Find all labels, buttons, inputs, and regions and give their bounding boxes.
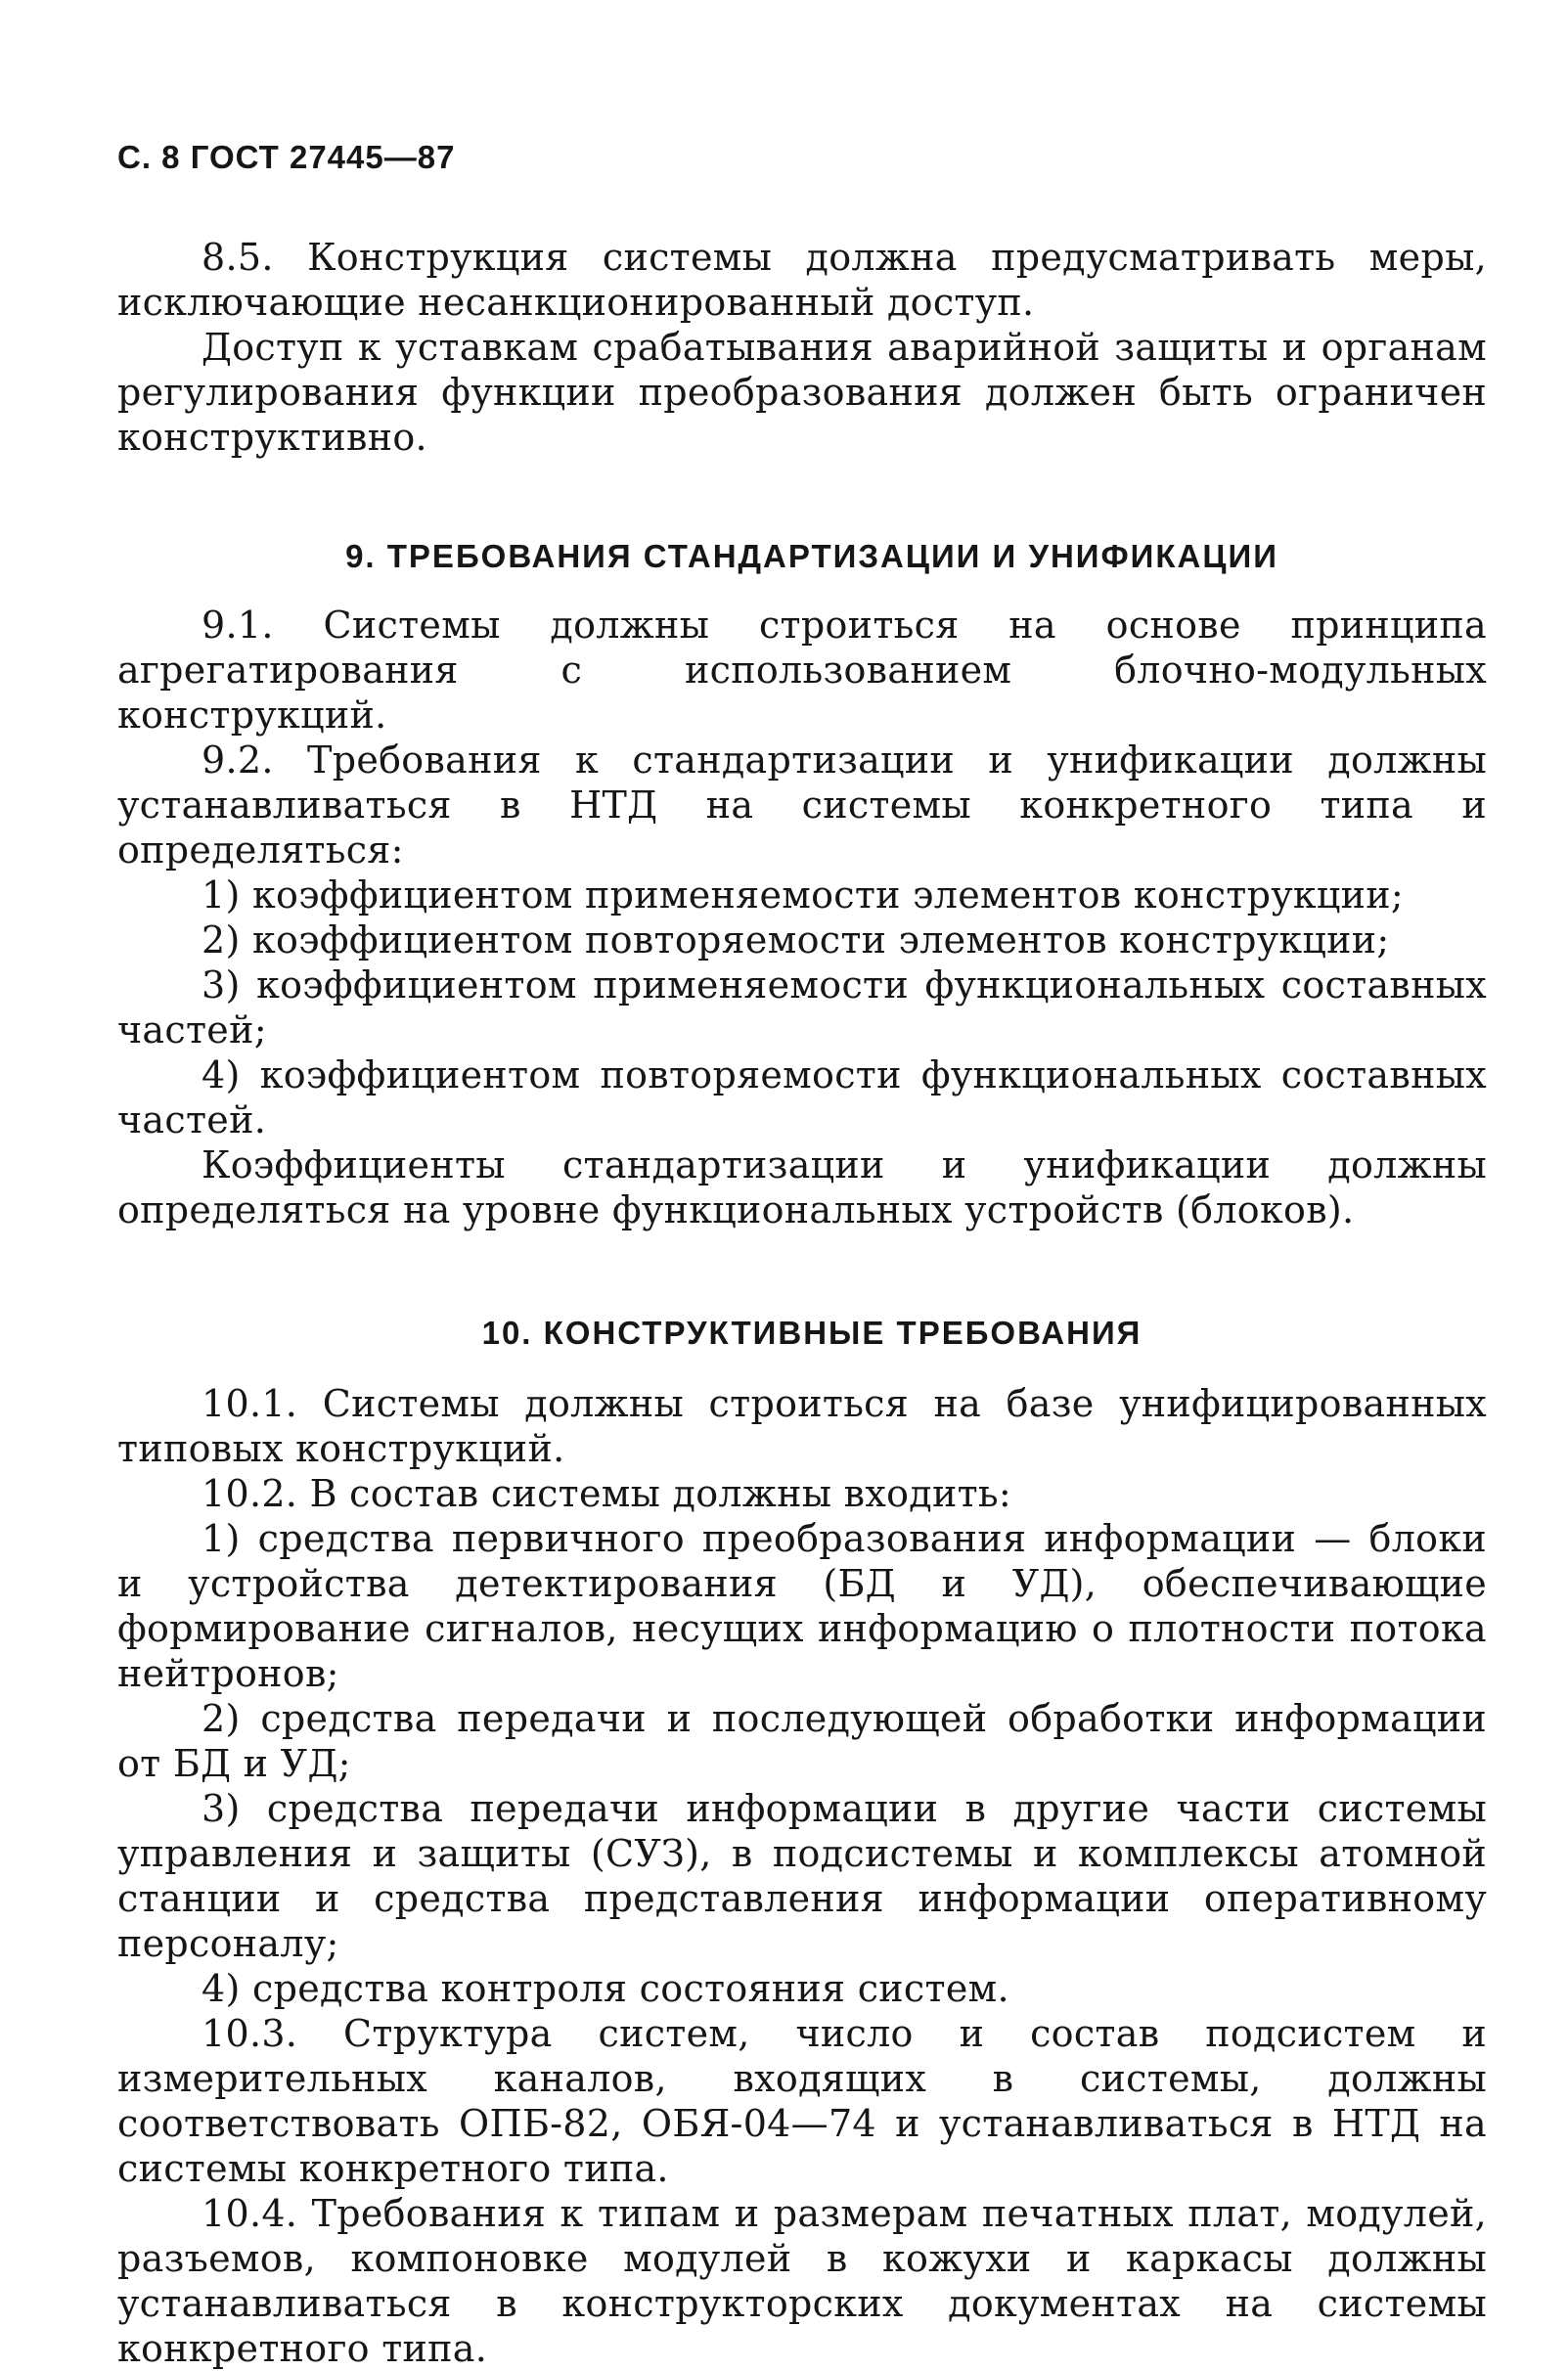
list-item-10-2-1: 1) средства первичного преобразования информации — блоки и устройства детектирования (БД и УД), обеспечивающие формирование сигналов, несущих информацию о плотности потока нейтронов; [117, 1517, 1487, 1695]
list-item-10-2-2: 2) средства передачи и последующей обработки информации от БД и УД; [117, 1697, 1487, 1785]
section-9-heading: 9. ТРЕБОВАНИЯ СТАНДАРТИЗАЦИИ И УНИФИКАЦИИ [345, 538, 1278, 574]
list-item-9-2-1: 1) коэффициентом применяемости элементов конструкции; [202, 873, 1405, 917]
paragraph-10-4: 10.4. Требования к типам и размерам печатных плат, модулей, разъемов, компоновке модулей в кожухи и каркасы должны устанавливаться в конструкторских документах на системы конкретного типа. [117, 2192, 1487, 2370]
list-item-9-2-4: 4) коэффициентом повторяемости функциональных составных частей. [117, 1053, 1487, 1141]
paragraph-8-5-access: Доступ к уставкам срабатывания аварийной защиты и органам регулирования функции преобразования должен быть ограничен конструктивно. [117, 326, 1487, 459]
paragraph-9-1: 9.1. Системы должны строиться на основе принципа агрегатирования с использованием блочно-модульных конструкций. [117, 604, 1487, 737]
paragraph-10-1: 10.1. Системы должны строиться на базе унифицированных типовых конструкций. [117, 1382, 1487, 1470]
paragraph-10-2: 10.2. В состав системы должны входить: [202, 1472, 1012, 1515]
paragraph-9-2: 9.2. Требования к стандартизации и унификации должны устанавливаться в НТД на системы конкретного типа и определяться: [117, 738, 1487, 872]
body-text [117, 235, 1487, 2371]
paragraph-8-5: 8.5. Конструкция системы должна предусматривать меры, исключающие несанкционированный доступ. [117, 236, 1487, 324]
running-header: С. 8 ГОСТ 27445—87 [117, 139, 456, 175]
list-item-9-2-3: 3) коэффициентом применяемости функциональных составных частей; [117, 963, 1487, 1051]
section-10-heading: 10. КОНСТРУКТИВНЫЕ ТРЕБОВАНИЯ [481, 1315, 1142, 1351]
list-item-9-2-2: 2) коэффициентом повторяемости элементов конструкции; [202, 918, 1390, 962]
list-item-10-2-4: 4) средства контроля состояния систем. [202, 1967, 1009, 2010]
list-item-10-2-3: 3) средства передачи информации в другие части системы управления и защиты (СУЗ), в подсистемы и комплексы атомной станции и средства представления информации оперативному персоналу; [117, 1787, 1487, 1965]
paragraph-9-coefficients: Коэффициенты стандартизации и унификации должны определяться на уровне функциональных устройств (блоков). [117, 1143, 1487, 1231]
paragraph-10-3: 10.3. Структура систем, число и состав подсистем и измерительных каналов, входящих в системы, должны соответствовать ОПБ-82, ОБЯ-04—74 и устанавливаться в НТД на системы конкретного типа. [117, 2012, 1487, 2190]
